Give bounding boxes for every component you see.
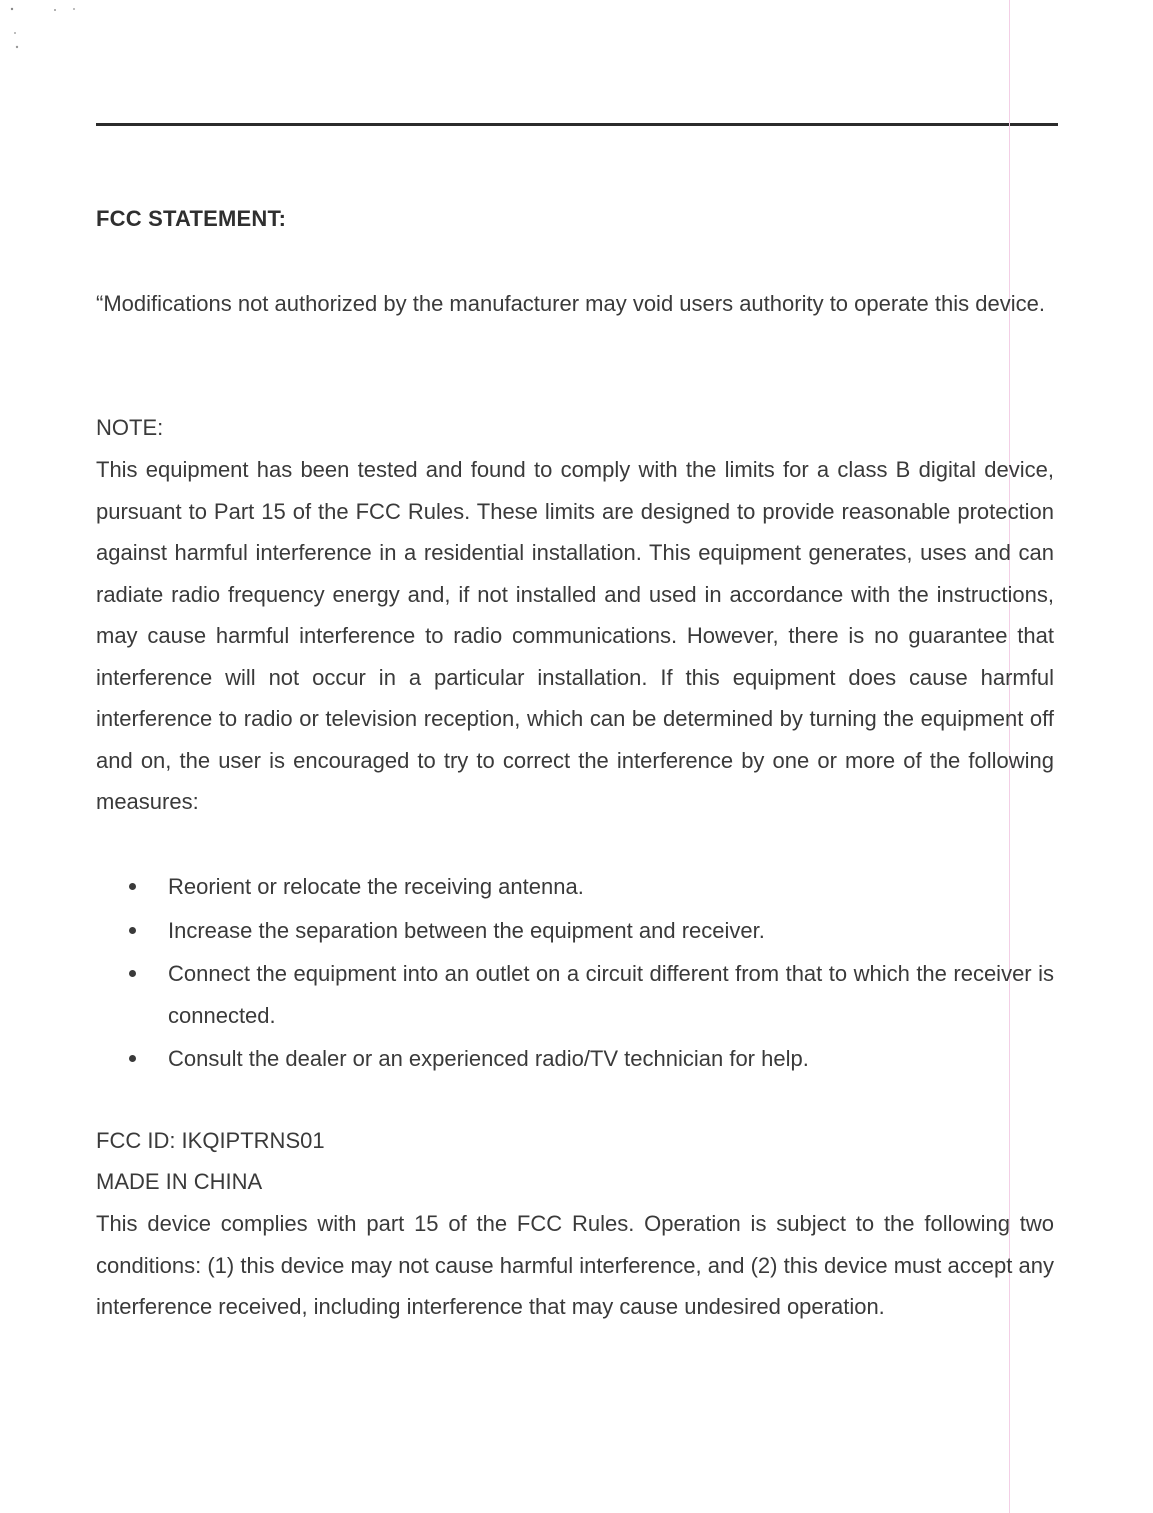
note-label: NOTE: xyxy=(96,415,164,440)
list-item: Connect the equipment into an outlet on a circuit different from that to which the receiver is connected. xyxy=(96,953,1054,1036)
fcc-id: FCC ID: IKQIPTRNS01 xyxy=(96,1128,325,1153)
measures-list xyxy=(96,866,1054,1082)
header-rule xyxy=(96,123,1058,126)
note-paragraph: This equipment has been tested and found to comply with the limits for a class B digital device, pursuant to Part 15 of the FCC Rules. These limits are designed to provide reasonable protection against harmful interference in a residential installation. This equipment generates, uses and can radiate radio frequency energy and, if not installed and used in accordance with the instructions, may cause harmful interference to radio communications. However, there is no guarantee that interference will not occur in a particular installation. If this equipment does cause harmful interference to radio or television reception, which can be determined by turning the equipment off and on, the user is encouraged to try to correct the interference by one or more of the following measures: xyxy=(96,457,1054,814)
modification-notice: “Modifications not authorized by the manufacturer may void users authority to operate this device. xyxy=(96,291,1045,316)
fcc-statement-heading: FCC STATEMENT: xyxy=(96,206,287,231)
scan-specks xyxy=(0,0,90,60)
bullet-icon xyxy=(129,927,136,934)
list-item: Increase the separation between the equipment and receiver. xyxy=(96,910,1054,952)
bullet-icon xyxy=(129,1055,136,1062)
made-in-label: MADE IN CHINA xyxy=(96,1169,263,1194)
bullet-icon xyxy=(129,970,136,977)
bullet-icon xyxy=(129,883,136,890)
compliance-paragraph: This device complies with part 15 of the FCC Rules. Operation is subject to the following two conditions: (1) this device may not cause harmful interference, and (2) this device must accept any interference received, including interference that may cause undesired operation. xyxy=(96,1211,1054,1319)
list-item: Reorient or relocate the receiving antenna. xyxy=(96,866,1054,908)
list-item: Consult the dealer or an experienced radio/TV technician for help. xyxy=(96,1038,1054,1080)
